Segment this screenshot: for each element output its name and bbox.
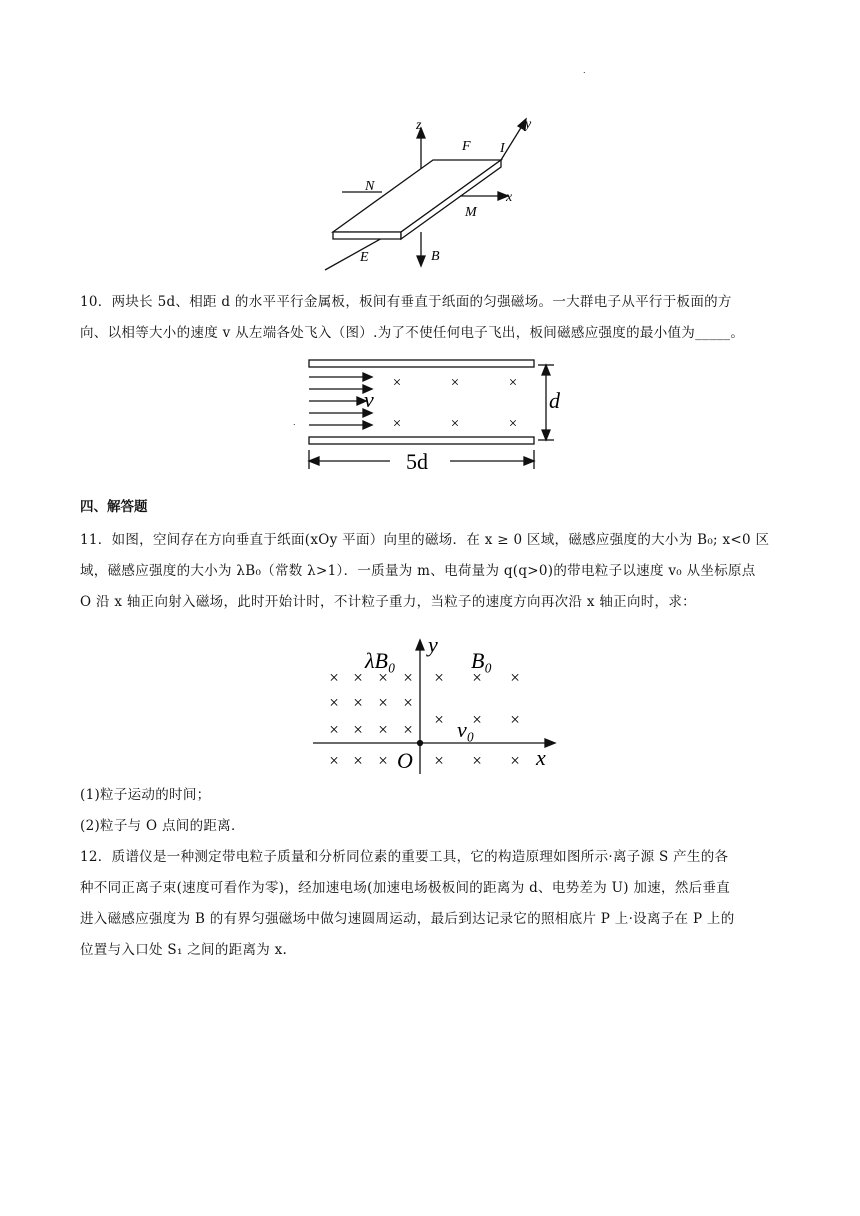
field-mark: × [329, 720, 339, 739]
field-mark: × [510, 668, 520, 687]
label-z: z [416, 118, 422, 133]
label-5d: 5d [406, 449, 428, 474]
field-mark: × [353, 720, 363, 739]
label-x: x [506, 190, 513, 205]
field-mark: × [329, 751, 339, 770]
q11-part-2: (2)粒子与 O 点间的距离． [80, 818, 245, 834]
label-v: v [364, 387, 374, 412]
field-mark: × [508, 416, 518, 432]
field-mark: × [508, 375, 518, 391]
field-mark: × [403, 720, 413, 739]
figure-parallel-plates [300, 355, 580, 479]
field-mark: × [472, 710, 482, 729]
section-title: 四、解答题 [80, 499, 148, 515]
label-M: M [465, 205, 477, 220]
label-lambda-b0: λB₀ [365, 648, 396, 673]
field-mark: × [378, 720, 388, 739]
q12-line-4: 位置与入口处 S₁ 之间的距离为 x. [80, 942, 288, 958]
stray-dot: . [293, 418, 296, 427]
field-mark: × [329, 693, 339, 712]
field-mark: × [510, 751, 520, 770]
label-F: F [462, 139, 471, 154]
field-mark: × [392, 416, 402, 432]
field-mark: × [450, 375, 460, 391]
label-d: d [549, 388, 560, 413]
field-mark: × [392, 375, 402, 391]
q11-parts [80, 780, 780, 842]
field-mark: × [434, 668, 444, 687]
figure-hall-plate [300, 108, 560, 274]
q11-line-2: 域，磁感应强度的大小为 λB₀（常数 λ>1）．一质量为 m、电荷量为 q(q>0)的带电粒子以速度 v₀ 从坐标原点 [80, 563, 756, 579]
field-mark: × [403, 693, 413, 712]
label-E: E [360, 250, 369, 265]
q10-line-1: 10．两块长 5d、相距 d 的水平平行金属板，板间有垂直于纸面的匀强磁场。一大群电子从平行于板面的方 [80, 294, 732, 310]
label-x-axis: x [536, 745, 546, 770]
field-mark: × [378, 693, 388, 712]
page-dot: . [583, 66, 586, 75]
field-mark: × [510, 710, 520, 729]
question-11 [80, 525, 780, 618]
label-y-axis: y [428, 632, 438, 657]
field-mark: × [472, 668, 482, 687]
label-v0: v₀ [457, 717, 475, 742]
question-10 [80, 287, 780, 349]
field-mark: × [353, 693, 363, 712]
figure-field-regions [305, 630, 565, 780]
q11-part-1: (1)粒子运动的时间； [80, 787, 211, 803]
label-B: B [431, 249, 440, 264]
field-mark: × [434, 751, 444, 770]
q11-line-1: 11．如图，空间存在方向垂直于纸面(xOy 平面）向里的磁场．在 x ≥ 0 区域，磁感应强度的大小为 B₀; x<0 区 [80, 532, 770, 548]
field-mark: × [353, 668, 363, 687]
label-N: N [365, 179, 375, 194]
label-y: y [525, 117, 532, 132]
field-mark: × [450, 416, 460, 432]
question-12 [80, 842, 780, 966]
field-mark: × [329, 668, 339, 687]
q11-line-3: O 沿 x 轴正向射入磁场，此时开始计时，不计粒子重力，当粒子的速度方向再次沿 x 轴正向时，求： [80, 594, 696, 610]
field-mark: × [403, 668, 413, 687]
label-I: I [500, 141, 505, 156]
q12-line-2: 种不同正离子束(速度可看作为零)，经加速电场(加速电场极板间的距离为 d、电势差为 U) 加速，然后垂直 [80, 880, 731, 896]
label-origin: O [397, 748, 413, 773]
field-mark: × [378, 751, 388, 770]
field-mark: × [353, 751, 363, 770]
field-mark: × [434, 710, 444, 729]
label-b0: B₀ [471, 648, 493, 673]
field-mark: × [378, 668, 388, 687]
q10-line-2: 向、以相等大小的速度 v 从左端各处飞入（图）.为了不使任何电子飞出，板间磁感应强度的最小值为_____。 [80, 325, 745, 341]
q12-line-3: 进入磁感应强度为 B 的有界匀强磁场中做匀速圆周运动，最后到达记录它的照相底片 P 上·设离子在 P 上的 [80, 911, 735, 927]
q12-line-1: 12．质谱仪是一种测定带电粒子质量和分析同位素的重要工具，它的构造原理如图所示·离子源 S 产生的各 [80, 849, 729, 865]
field-mark: × [472, 751, 482, 770]
